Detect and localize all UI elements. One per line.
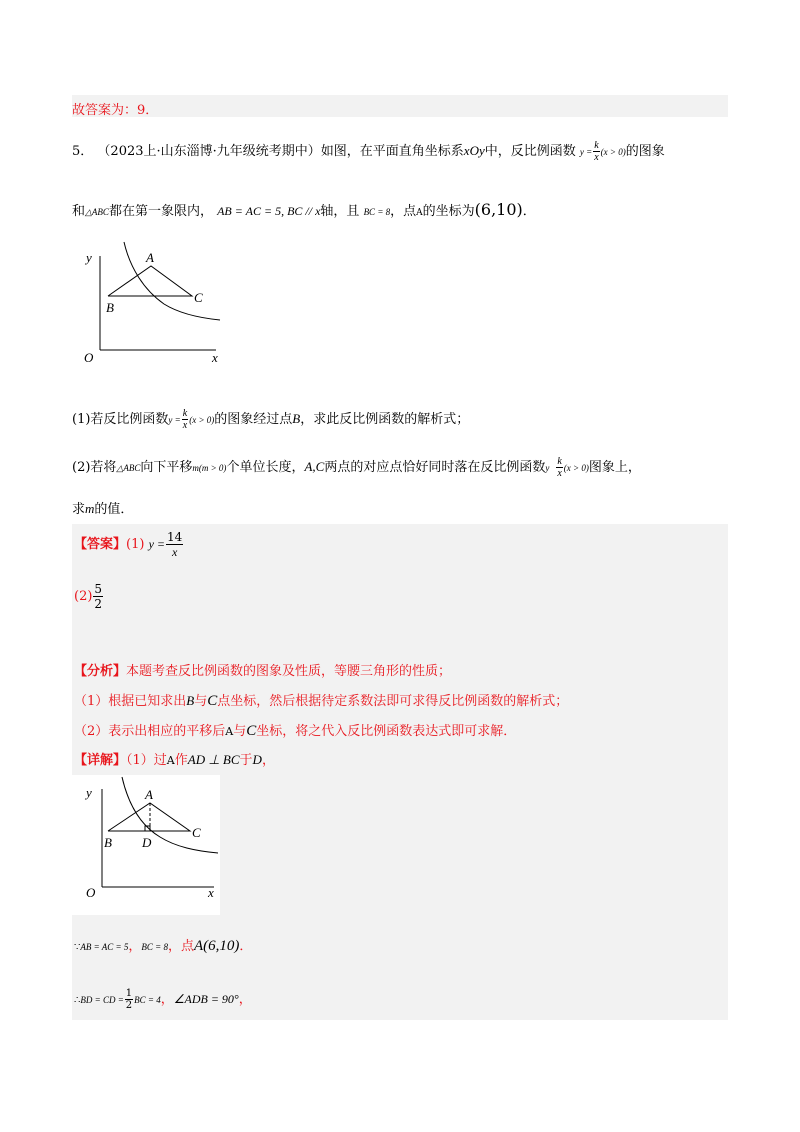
svg-text:O: O (86, 885, 96, 900)
question-2-line-1: (2)若将△ABC向下平移m(m > 0)个单位长度，A,C两点的对应点恰好同时落在反比例函数y $\frac{k}{x}$ (x > 0)图象上， (72, 456, 641, 479)
svg-text:A: A (145, 787, 153, 802)
svg-text:D: D (142, 835, 152, 850)
svg-text:A: A (146, 250, 154, 265)
therefore-line: ∴BD = CD = $\frac{1}{2}$ BC = 4，∠ADB = 90°， (74, 988, 252, 1011)
previous-answer: 故答案为：9． (72, 103, 159, 118)
analysis-line: 【分析】本题考查反比例函数的图象及性质，等腰三角形的性质； (74, 664, 452, 679)
svg-text:y: y (86, 785, 92, 800)
answer-tag: 【答案】 (74, 537, 127, 552)
svg-text:O: O (84, 350, 94, 365)
answer-1: 【答案】(1) y = $\frac{14}{x}$ (74, 530, 183, 559)
problem-number: 5． (72, 144, 94, 159)
svg-text:y: y (86, 250, 92, 265)
because-line: ∵AB = AC = 5，BC = 8，点A(6,10)． (74, 938, 253, 954)
problem-source: （2023上·山东淄博·九年级统考期中） (97, 144, 321, 159)
svg-text:x: x (208, 885, 214, 900)
analysis-tag: 【分析】 (74, 664, 127, 679)
svg-text:B: B (106, 300, 114, 315)
figure-2 (72, 775, 220, 915)
svg-text:x: x (212, 350, 218, 365)
question-1: (1)若反比例函数y = $\frac{k}{x}$ (x > 0)的图象经过点B，求此反比例函数的解析式； (72, 408, 470, 431)
problem-line-1: 5． （2023上·山东淄博·九年级统考期中）如图，在平面直角坐标系xOy中，反比例函数 y = $\frac{k}{x}$ (x > 0)的图象 (72, 140, 665, 163)
svg-text:C: C (192, 825, 201, 840)
fraction-k-over-x: $\frac{k}{x}$ (594, 140, 599, 163)
problem-line-2: 和△ABC都在第一象限内， AB = AC = 5, BC // x轴，且 BC = 8，点A的坐标为(6,10)． (72, 200, 536, 219)
analysis-step-2: （2）表示出相应的平移后A与C坐标，将之代入反比例函数表达式即可求解． (74, 723, 517, 739)
hyperbola-curve (122, 777, 218, 853)
triangle-abc (108, 803, 190, 831)
question-2-line-2: 求m的值． (72, 501, 134, 517)
previous-answer-bar (72, 95, 728, 117)
analysis-step-1: （1）根据已知求出B与C点坐标，然后根据待定系数法即可求得反比例函数的解析式； (74, 693, 569, 709)
answer-2: (2) $\frac{5}{2}$ (74, 582, 103, 611)
detail-line: 【详解】（1）过A作AD ⊥ BC于D， (74, 752, 275, 768)
svg-text:C: C (194, 290, 203, 305)
svg-text:B: B (104, 835, 112, 850)
figure-1 (78, 238, 228, 368)
detail-tag: 【详解】 (74, 753, 127, 768)
